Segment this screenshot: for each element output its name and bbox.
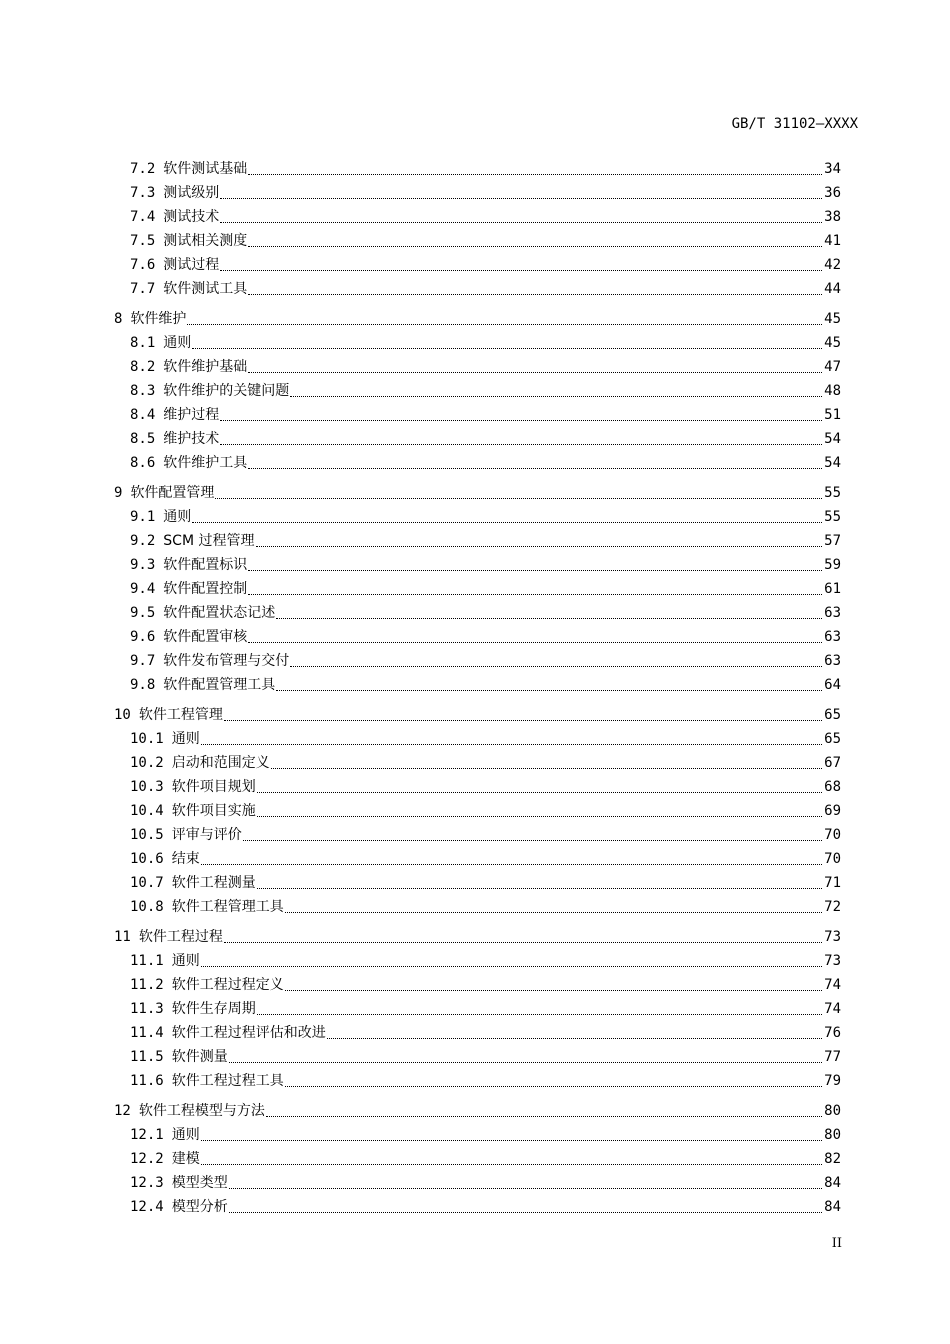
toc-entry-page: 57 bbox=[824, 533, 841, 549]
toc-section-entry[interactable] bbox=[130, 871, 841, 895]
toc-section-entry[interactable] bbox=[130, 649, 841, 673]
toc-dot-leader bbox=[271, 768, 822, 769]
toc-entry-number: 11.2 bbox=[130, 977, 164, 993]
toc-section-entry[interactable] bbox=[130, 1171, 841, 1195]
toc-entry-page: 74 bbox=[824, 977, 841, 993]
toc-section-entry[interactable] bbox=[130, 277, 841, 301]
toc-dot-leader bbox=[220, 270, 822, 271]
toc-dot-leader bbox=[220, 420, 822, 421]
toc-entry-page: 61 bbox=[824, 581, 841, 597]
toc-entry-title: 软件测试工具 bbox=[163, 281, 248, 297]
toc-dot-leader bbox=[257, 792, 822, 793]
toc-dot-leader bbox=[229, 1188, 822, 1189]
toc-dot-leader bbox=[248, 594, 822, 595]
toc-entry-page: 84 bbox=[824, 1199, 841, 1215]
toc-entry-page: 80 bbox=[824, 1127, 841, 1143]
toc-entry-number: 12.3 bbox=[130, 1175, 164, 1191]
toc-dot-leader bbox=[187, 324, 822, 325]
toc-entry-title: 测试相关测度 bbox=[163, 233, 248, 249]
toc-entry-page: 48 bbox=[824, 383, 841, 399]
toc-entry-title: 软件工程过程 bbox=[138, 929, 223, 945]
toc-entry-number: 8.5 bbox=[130, 431, 156, 447]
toc-entry-page: 54 bbox=[824, 431, 841, 447]
toc-entry-title: 模型类型 bbox=[171, 1175, 228, 1191]
toc-section-entry[interactable] bbox=[130, 799, 841, 823]
toc-chapter-entry[interactable] bbox=[114, 481, 841, 505]
toc-section-entry[interactable] bbox=[130, 577, 841, 601]
toc-entry-title: 软件工程模型与方法 bbox=[138, 1103, 265, 1119]
toc-entry-number: 10.8 bbox=[130, 899, 164, 915]
toc-section-entry[interactable] bbox=[130, 181, 841, 205]
toc-dot-leader bbox=[224, 720, 822, 721]
toc-chapter-entry[interactable] bbox=[114, 307, 841, 331]
toc-entry-page: 54 bbox=[824, 455, 841, 471]
toc-entry-title: 软件配置审核 bbox=[163, 629, 248, 645]
toc-dot-leader bbox=[224, 942, 822, 943]
toc-entry-page: 65 bbox=[824, 707, 841, 723]
toc-entry-title: 维护过程 bbox=[163, 407, 220, 423]
toc-entry-page: 67 bbox=[824, 755, 841, 771]
toc-entry-number: 12.4 bbox=[130, 1199, 164, 1215]
toc-dot-leader bbox=[285, 1086, 822, 1087]
toc-dot-leader bbox=[257, 888, 822, 889]
toc-entry-number: 10.3 bbox=[130, 779, 164, 795]
toc-section-entry[interactable] bbox=[130, 823, 841, 847]
toc-section-entry[interactable] bbox=[130, 403, 841, 427]
toc-section-entry[interactable] bbox=[130, 355, 841, 379]
toc-section-entry[interactable] bbox=[130, 751, 841, 775]
toc-entry-number: 8.3 bbox=[130, 383, 156, 399]
toc-entry-title: 软件项目实施 bbox=[171, 803, 256, 819]
toc-dot-leader bbox=[220, 222, 822, 223]
toc-entry-number: 9.2 bbox=[130, 533, 156, 549]
toc-section-entry[interactable] bbox=[130, 427, 841, 451]
toc-entry-title: 测试过程 bbox=[163, 257, 220, 273]
toc-dot-leader bbox=[276, 618, 822, 619]
toc-entry-title: 软件维护的关键问题 bbox=[163, 383, 290, 399]
toc-entry-number: 10.6 bbox=[130, 851, 164, 867]
toc-entry-title: 软件工程过程评估和改进 bbox=[171, 1025, 326, 1041]
toc-entry-page: 80 bbox=[824, 1103, 841, 1119]
toc-entry-title: 软件配置状态记述 bbox=[163, 605, 276, 621]
toc-entry-number: 11.4 bbox=[130, 1025, 164, 1041]
toc-entry-title: 结束 bbox=[171, 851, 200, 867]
toc-entry-page: 41 bbox=[824, 233, 841, 249]
toc-entry-title: 通则 bbox=[171, 1127, 200, 1143]
toc-entry-number: 8.2 bbox=[130, 359, 156, 375]
toc-entry-title: 软件生存周期 bbox=[171, 1001, 256, 1017]
toc-entry-page: 63 bbox=[824, 629, 841, 645]
toc-dot-leader bbox=[201, 966, 822, 967]
toc-entry-number: 7.4 bbox=[130, 209, 156, 225]
toc-section-entry[interactable] bbox=[130, 727, 841, 751]
toc-entry-page: 72 bbox=[824, 899, 841, 915]
toc-entry-number: 8.4 bbox=[130, 407, 156, 423]
toc-dot-leader bbox=[243, 840, 822, 841]
toc-entry-page: 45 bbox=[824, 311, 841, 327]
toc-entry-number: 8 bbox=[114, 311, 123, 327]
toc-entry-title: 软件工程测量 bbox=[171, 875, 256, 891]
toc-section-entry[interactable] bbox=[130, 229, 841, 253]
toc-section-entry[interactable] bbox=[130, 1069, 841, 1093]
toc-section-entry[interactable] bbox=[130, 331, 841, 355]
toc-entry-number: 12.2 bbox=[130, 1151, 164, 1167]
toc-entry-title: 软件测试基础 bbox=[163, 161, 248, 177]
toc-entry-page: 45 bbox=[824, 335, 841, 351]
toc-entry-number: 10.1 bbox=[130, 731, 164, 747]
toc-entry-number: 10 bbox=[114, 707, 131, 723]
toc-entry-title: 启动和范围定义 bbox=[171, 755, 270, 771]
toc-section-entry[interactable] bbox=[130, 253, 841, 277]
toc-entry-title: 软件配置控制 bbox=[163, 581, 248, 597]
toc-dot-leader bbox=[201, 1140, 822, 1141]
toc-section-entry[interactable] bbox=[130, 775, 841, 799]
toc-entry-number: 11 bbox=[114, 929, 131, 945]
toc-entry-number: 12 bbox=[114, 1103, 131, 1119]
toc-entry-title: 模型分析 bbox=[171, 1199, 228, 1215]
toc-entry-title: 软件配置管理 bbox=[130, 485, 215, 501]
toc-entry-number: 10.5 bbox=[130, 827, 164, 843]
toc-entry-title: 通则 bbox=[171, 953, 200, 969]
toc-entry-title: 通则 bbox=[171, 731, 200, 747]
table-of-contents bbox=[0, 157, 950, 1219]
toc-entry-page: 63 bbox=[824, 653, 841, 669]
toc-section-entry[interactable] bbox=[130, 505, 841, 529]
toc-entry-page: 77 bbox=[824, 1049, 841, 1065]
toc-dot-leader bbox=[229, 1062, 822, 1063]
toc-entry-page: 70 bbox=[824, 827, 841, 843]
toc-entry-title: 软件配置标识 bbox=[163, 557, 248, 573]
toc-entry-title: 软件维护基础 bbox=[163, 359, 248, 375]
toc-entry-number: 9.4 bbox=[130, 581, 156, 597]
toc-dot-leader bbox=[248, 468, 822, 469]
page-number: II bbox=[831, 1236, 842, 1251]
toc-dot-leader bbox=[276, 690, 822, 691]
toc-entry-number: 9.6 bbox=[130, 629, 156, 645]
toc-entry-page: 34 bbox=[824, 161, 841, 177]
toc-section-entry[interactable] bbox=[130, 1147, 841, 1171]
toc-entry-page: 63 bbox=[824, 605, 841, 621]
toc-dot-leader bbox=[201, 744, 822, 745]
toc-entry-number: 7.2 bbox=[130, 161, 156, 177]
toc-section-entry[interactable] bbox=[130, 973, 841, 997]
toc-dot-leader bbox=[201, 1164, 822, 1165]
toc-entry-page: 73 bbox=[824, 953, 841, 969]
toc-entry-title: 软件维护工具 bbox=[163, 455, 248, 471]
toc-entry-page: 59 bbox=[824, 557, 841, 573]
toc-entry-page: 55 bbox=[824, 509, 841, 525]
toc-entry-page: 73 bbox=[824, 929, 841, 945]
toc-entry-page: 51 bbox=[824, 407, 841, 423]
toc-entry-title: 软件发布管理与交付 bbox=[163, 653, 290, 669]
toc-entry-title: 软件测量 bbox=[171, 1049, 228, 1065]
toc-entry-page: 65 bbox=[824, 731, 841, 747]
toc-dot-leader bbox=[229, 1212, 822, 1213]
toc-entry-number: 7.5 bbox=[130, 233, 156, 249]
toc-section-entry[interactable] bbox=[130, 553, 841, 577]
toc-entry-number: 11.5 bbox=[130, 1049, 164, 1065]
toc-entry-page: 47 bbox=[824, 359, 841, 375]
toc-dot-leader bbox=[248, 570, 822, 571]
toc-entry-page: 71 bbox=[824, 875, 841, 891]
toc-dot-leader bbox=[285, 990, 822, 991]
toc-entry-title: 软件工程管理工具 bbox=[171, 899, 284, 915]
toc-section-entry[interactable] bbox=[130, 601, 841, 625]
toc-entry-number: 9.1 bbox=[130, 509, 156, 525]
toc-entry-page: 44 bbox=[824, 281, 841, 297]
toc-section-entry[interactable] bbox=[130, 625, 841, 649]
toc-dot-leader bbox=[220, 198, 822, 199]
toc-entry-page: 55 bbox=[824, 485, 841, 501]
toc-section-entry[interactable] bbox=[130, 949, 841, 973]
toc-chapter-entry[interactable] bbox=[114, 1099, 841, 1123]
toc-entry-number: 9 bbox=[114, 485, 123, 501]
toc-section-entry[interactable] bbox=[130, 205, 841, 229]
toc-entry-number: 11.1 bbox=[130, 953, 164, 969]
toc-entry-page: 69 bbox=[824, 803, 841, 819]
toc-entry-number: 8.6 bbox=[130, 455, 156, 471]
toc-entry-title: 软件工程管理 bbox=[138, 707, 223, 723]
toc-section-entry[interactable] bbox=[130, 1045, 841, 1069]
toc-entry-number: 8.1 bbox=[130, 335, 156, 351]
toc-dot-leader bbox=[256, 546, 823, 547]
toc-section-entry[interactable] bbox=[130, 379, 841, 403]
toc-entry-number: 9.8 bbox=[130, 677, 156, 693]
toc-entry-page: 82 bbox=[824, 1151, 841, 1167]
toc-entry-page: 68 bbox=[824, 779, 841, 795]
toc-entry-number: 7.3 bbox=[130, 185, 156, 201]
toc-chapter-entry[interactable] bbox=[114, 703, 841, 727]
toc-entry-page: 76 bbox=[824, 1025, 841, 1041]
toc-dot-leader bbox=[248, 294, 822, 295]
toc-entry-number: 11.3 bbox=[130, 1001, 164, 1017]
toc-entry-title: 软件维护 bbox=[130, 311, 187, 327]
toc-dot-leader bbox=[201, 864, 822, 865]
toc-dot-leader bbox=[327, 1038, 822, 1039]
toc-dot-leader bbox=[192, 522, 822, 523]
toc-dot-leader bbox=[248, 642, 822, 643]
toc-entry-page: 70 bbox=[824, 851, 841, 867]
toc-entry-number: 9.5 bbox=[130, 605, 156, 621]
toc-entry-title: 软件项目规划 bbox=[171, 779, 256, 795]
toc-entry-page: 74 bbox=[824, 1001, 841, 1017]
toc-section-entry[interactable] bbox=[130, 1195, 841, 1219]
toc-section-entry[interactable] bbox=[130, 529, 841, 553]
toc-entry-title: 通则 bbox=[163, 509, 192, 525]
toc-entry-title: SCM 过程管理 bbox=[163, 533, 255, 549]
toc-dot-leader bbox=[290, 666, 822, 667]
toc-section-entry[interactable] bbox=[130, 1123, 841, 1147]
toc-section-entry[interactable] bbox=[130, 997, 841, 1021]
toc-entry-number: 10.7 bbox=[130, 875, 164, 891]
toc-dot-leader bbox=[248, 174, 822, 175]
toc-section-entry[interactable] bbox=[130, 895, 841, 919]
toc-section-entry[interactable] bbox=[130, 1021, 841, 1045]
toc-section-entry[interactable] bbox=[130, 673, 841, 697]
toc-entry-number: 10.4 bbox=[130, 803, 164, 819]
toc-entry-title: 评审与评价 bbox=[171, 827, 242, 843]
toc-dot-leader bbox=[266, 1116, 822, 1117]
toc-section-entry[interactable] bbox=[130, 451, 841, 475]
toc-dot-leader bbox=[285, 912, 822, 913]
toc-entry-title: 软件工程过程工具 bbox=[171, 1073, 284, 1089]
toc-dot-leader bbox=[248, 246, 822, 247]
toc-entry-number: 7.6 bbox=[130, 257, 156, 273]
toc-entry-number: 9.3 bbox=[130, 557, 156, 573]
toc-dot-leader bbox=[215, 498, 822, 499]
toc-entry-title: 通则 bbox=[163, 335, 192, 351]
toc-entry-page: 38 bbox=[824, 209, 841, 225]
toc-entry-number: 12.1 bbox=[130, 1127, 164, 1143]
toc-entry-title: 建模 bbox=[171, 1151, 200, 1167]
toc-entry-title: 软件工程过程定义 bbox=[171, 977, 284, 993]
toc-entry-page: 42 bbox=[824, 257, 841, 273]
toc-entry-title: 维护技术 bbox=[163, 431, 220, 447]
toc-entry-page: 36 bbox=[824, 185, 841, 201]
toc-dot-leader bbox=[257, 1014, 822, 1015]
toc-entry-number: 7.7 bbox=[130, 281, 156, 297]
toc-entry-page: 79 bbox=[824, 1073, 841, 1089]
toc-entry-number: 9.7 bbox=[130, 653, 156, 669]
toc-section-entry[interactable] bbox=[130, 847, 841, 871]
document-code: GB/T 31102—XXXX bbox=[731, 116, 858, 132]
toc-dot-leader bbox=[220, 444, 822, 445]
toc-section-entry[interactable] bbox=[130, 157, 841, 181]
toc-entry-title: 测试技术 bbox=[163, 209, 220, 225]
toc-entry-number: 10.2 bbox=[130, 755, 164, 771]
toc-entry-number: 11.6 bbox=[130, 1073, 164, 1089]
toc-chapter-entry[interactable] bbox=[114, 925, 841, 949]
toc-dot-leader bbox=[257, 816, 822, 817]
toc-dot-leader bbox=[290, 396, 822, 397]
toc-entry-page: 64 bbox=[824, 677, 841, 693]
toc-dot-leader bbox=[192, 348, 822, 349]
toc-entry-title: 软件配置管理工具 bbox=[163, 677, 276, 693]
toc-entry-title: 测试级别 bbox=[163, 185, 220, 201]
toc-entry-page: 84 bbox=[824, 1175, 841, 1191]
toc-dot-leader bbox=[248, 372, 822, 373]
